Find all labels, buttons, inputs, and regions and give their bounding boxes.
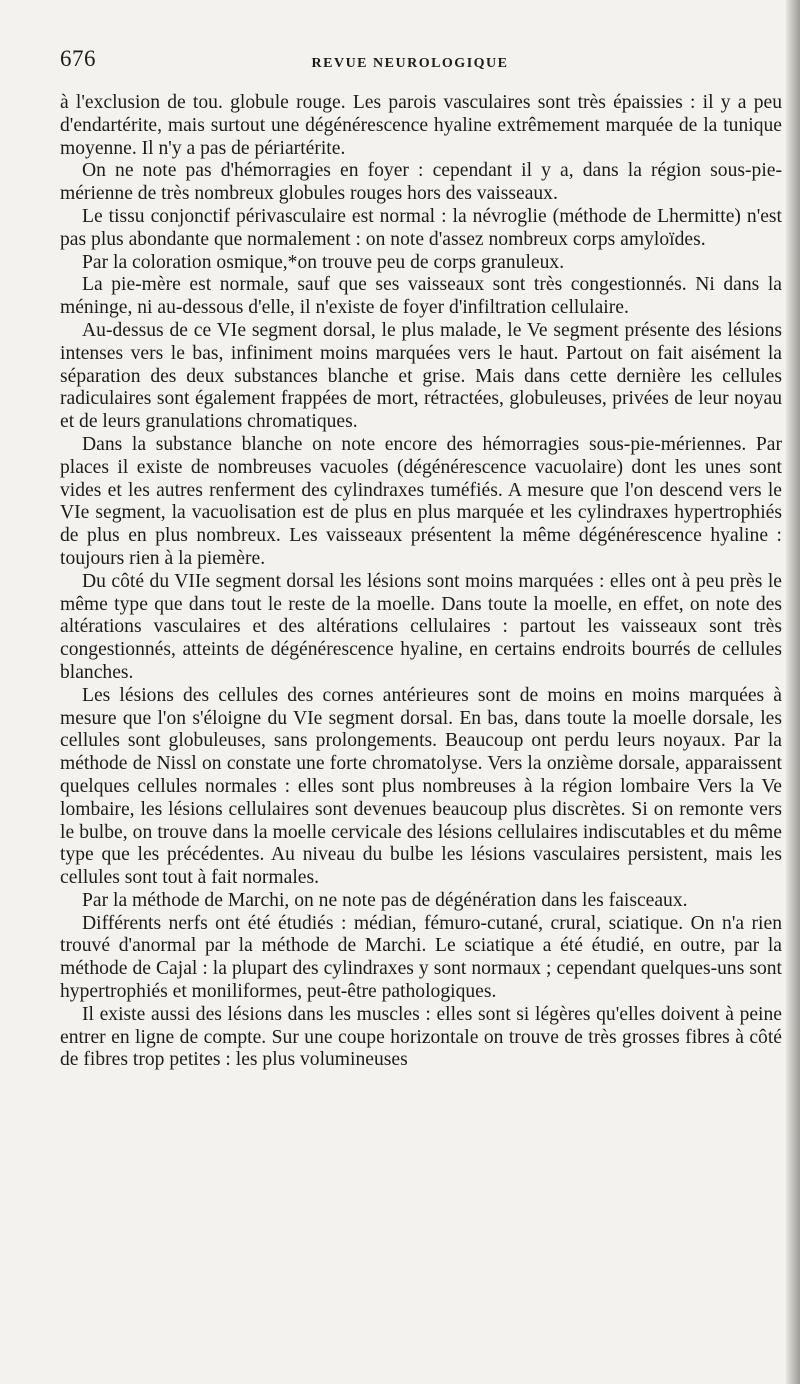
paragraph: Le tissu conjonctif périvasculaire est normal : la névroglie (méthode de Lhermitte) n'est pas plus abondante que normalement : on note d'assez nombreux corps amyloïdes. [60,205,782,250]
paragraph: On ne note pas d'hémorragies en foyer : cependant il y a, dans la région sous-pie-mérienne de très nombreux globules rouges hors des vaisseaux. [60,160,782,205]
page-edge-shadow [786,0,800,1384]
page-header [60,44,760,74]
paragraph: Par la méthode de Marchi, on ne note pas de dégénération dans les faisceaux. [82,889,688,911]
paragraph: Dans la substance blanche on note encore des hémorragies sous-pie-mériennes. Par places il existe de nombreuses vacuoles (dégénérescence vacuolaire) dont les unes sont vides et les autres renferment des cylindraxes tuméfiés. A mesure que l'on descend vers le VIe segment, la vacuolisation est de plus en plus marquée et les cylindraxes hypertrophiés de plus en plus nombreux. Les vaisseaux présentent la même dégénérescence hyaline : toujours rien à la piemère. [60,433,782,569]
paragraph: Au-dessus de ce VIe segment dorsal, le plus malade, le Ve segment présente des lésions intenses vers le bas, infiniment moins marquées vers le haut. Partout on fait aisément la séparation des deux substances blanche et grise. Mais dans cette dernière les cellules radiculaires sont également frappées de mort, rétractées, globuleuses, privées de leur noyau et de leurs granulations chromatiques. [60,319,782,433]
paragraph-continuation: à l'exclusion de tou. globule rouge. Les parois vasculaires sont très épaissies : il y a peu d'endartérite, mais surtout une dégénérescence hyaline extrêmement marquée de la tunique moyenne. Il n'y a pas de périartérite. [60,92,782,159]
paragraph: Du côté du VIIe segment dorsal les lésions sont moins marquées : elles ont à peu près le même type que dans tout le reste de la moelle. Dans toute la moelle, en effet, on note des altérations vasculaires et des altérations cellulaires : partout les vaisseaux sont très congestionnés, atteints de dégénérescence hyaline, en certains endroits bourrés de cellules blanches. [60,570,782,683]
article-body [60,92,782,1072]
paragraph: Différents nerfs ont été étudiés : médian, fémuro-cutané, crural, sciatique. On n'a rien trouvé d'anormal par la méthode de Marchi. Le sciatique a été étudié, en outre, par la méthode de Cajal : la plupart des cylindraxes y sont normaux ; cependant quelques-uns sont hypertrophiés et moniliformes, peut-être pathologiques. [60,912,782,1003]
paragraph: Il existe aussi des lésions dans les muscles : elles sont si légères qu'elles doivent à peine entrer en ligne de compte. Sur une coupe horizontale on trouve de très grosses fibres à côté de fibres trop petites : les plus volumineuses [60,1003,782,1071]
paragraph: La pie-mère est normale, sauf que ses vaisseaux sont très congestionnés. Ni dans la méninge, ni au-dessous d'elle, il n'existe de foyer d'infiltration cellulaire. [60,274,782,319]
paragraph: Par la coloration osmique,*on trouve peu de corps granuleux. [82,251,565,273]
page-number: 676 [60,46,96,71]
paragraph: Les lésions des cellules des cornes antérieures sont de moins en moins marquées à mesure que l'on s'éloigne du VIe segment dorsal. En bas, dans toute la moelle dorsale, les cellules sont globuleuses, sans prolongements. Beaucoup ont perdu leurs noyaux. Par la méthode de Nissl on constate une forte chromatolyse. Vers la onzième dorsale, apparaissent quelques cellules normales : elles sont plus nombreuses à la région lombaire Vers la Ve lombaire, les lésions cellulaires sont devenues beaucoup plus discrètes. Si on remonte vers le bulbe, on trouve dans la moelle cervicale des lésions cellulaires indiscutables et du même type que les précédentes. Au niveau du bulbe les lésions vasculaires persistent, mais les cellules sont tout à fait normales. [60,684,782,889]
running-title: REVUE NEUROLOGIQUE [311,56,509,71]
